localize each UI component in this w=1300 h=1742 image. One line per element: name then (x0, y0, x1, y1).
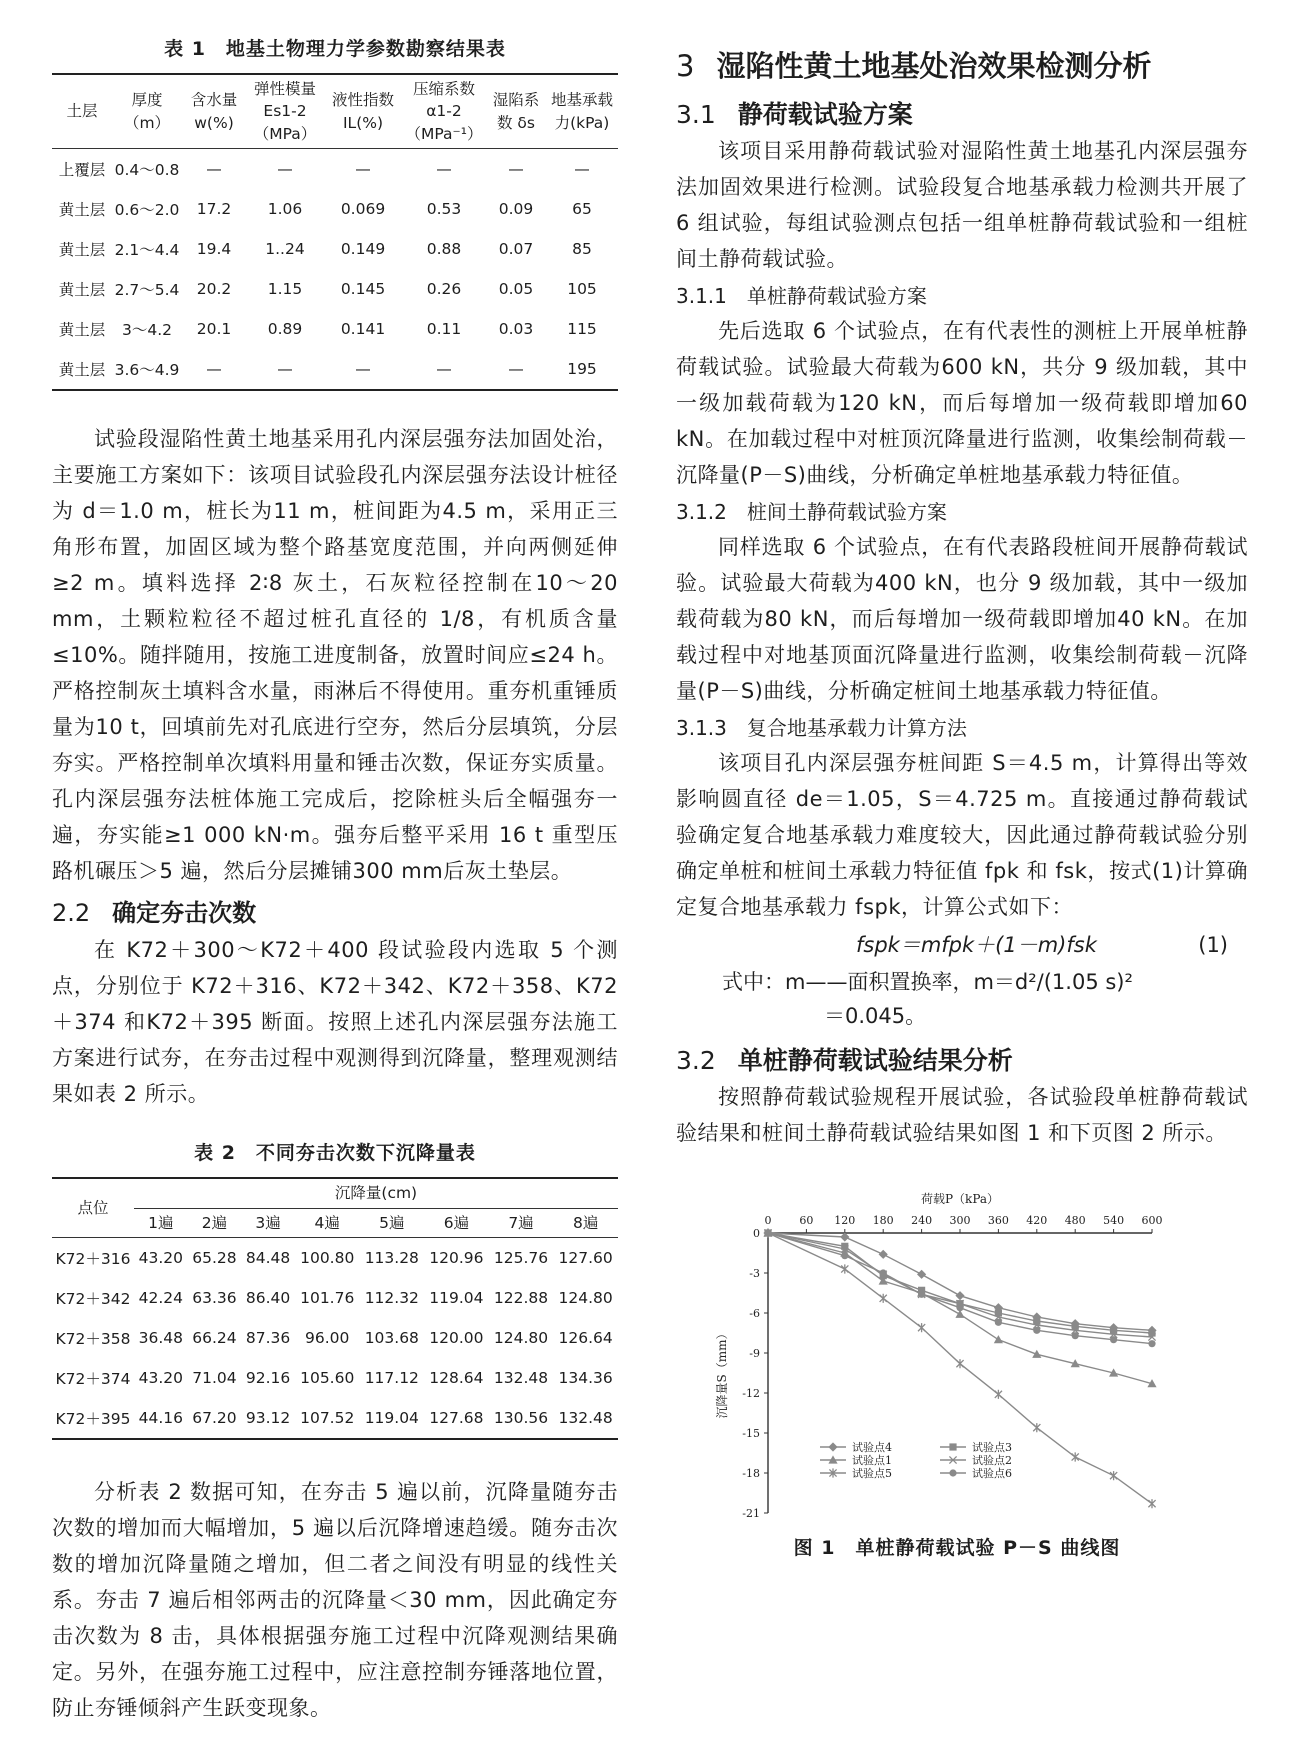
data-point (880, 1294, 887, 1303)
data-point (955, 1291, 964, 1300)
table-cell: 0.89 (267, 320, 303, 339)
table-cell: 117.12 (364, 1369, 419, 1388)
table-cell: 92.16 (245, 1369, 291, 1388)
table-cell: 黄土层 (58, 241, 106, 260)
table2-subheader: 2遍 (201, 1213, 228, 1232)
data-point (1148, 1499, 1155, 1508)
table-cell: 20.1 (196, 320, 232, 339)
x-tick-label: 480 (1064, 1214, 1086, 1227)
right-paragraph-5: 按照静荷载试验规程开展试验，各试验段单桩静荷载试验结果和桩间土静荷载试验结果如图 1 和下页图 2 所示。 (676, 1085, 1248, 1145)
table-cell: 0.88 (426, 240, 462, 259)
section-3-heading (676, 44, 1248, 85)
table-cell: — (486, 349, 546, 390)
table1-header: 地基承载力(kPa) (546, 74, 618, 149)
table-cell: — (486, 149, 546, 190)
table-cell: 65.28 (188, 1238, 242, 1279)
figure-1-caption: 图 1 单桩静荷载试验 P－S 曲线图 (793, 1537, 1121, 1559)
table-cell: 105 (567, 280, 597, 299)
table-row (52, 269, 618, 309)
table-row (52, 309, 618, 349)
section-3-1-title: 静荷载试验方案 (737, 100, 913, 129)
table2 (52, 1177, 618, 1440)
y-tick-label: -21 (742, 1507, 760, 1520)
section-3-1-heading (676, 95, 1248, 131)
table-row (52, 229, 618, 269)
left-column (52, 0, 618, 1726)
table1-header: 液性指数 IL(%) (324, 74, 402, 149)
table-cell: 130.56 (489, 1398, 554, 1439)
left-paragraph-3: 分析表 2 数据可知，在夯击 5 遍以前，沉降量随夯击次数的增加而大幅增加，5 遍以后沉降增速趋缓。随夯击次数的增加沉降量随之增加，但二者之间没有明显的线性关系。夯击 7 遍后相邻两击的沉降量＜30 mm，因此确定夯击次数为 8 击，具体根据强夯施工过程中沉降观测结果确定。另外，在强夯施工过程中，应注意控制夯锤落地位置，防止夯锤倾斜产生跃变现象。 (52, 1480, 618, 1721)
x-tick-label: 600 (1141, 1214, 1163, 1227)
table-cell: — (182, 149, 246, 190)
ps-curve-chart (712, 1185, 1202, 1525)
table-cell: 103.68 (364, 1329, 419, 1348)
table-cell: 119.04 (360, 1398, 425, 1439)
right-column (676, 0, 1248, 1560)
table-cell: 上覆层 (52, 149, 112, 190)
table2-subheader: 6遍 (443, 1213, 470, 1232)
series-line-6 (768, 1233, 1152, 1344)
table-row (52, 1238, 618, 1279)
table-cell: 87.36 (245, 1329, 291, 1348)
table-cell: 42.24 (138, 1289, 183, 1308)
y-tick-label: -15 (742, 1427, 760, 1440)
table2-subheader: 3遍 (255, 1213, 281, 1232)
left-paragraph-2: 在 K72＋300～K72＋400 段试验段内选取 5 个测点，分别位于 K72＋316、K72＋342、K72＋358、K72＋374 和K72＋395 断面。按照上述孔内深层强夯法施工方案进行试夯，在夯击过程中观测得到沉降量，整理观测结果如表 2 所示。 (52, 938, 618, 1107)
table-cell: 0.09 (498, 200, 534, 219)
data-point (880, 1269, 887, 1276)
legend-label: 试验点3 (972, 1441, 1012, 1454)
table-cell: 0.6～2.0 (114, 201, 180, 220)
table-cell: — (246, 149, 324, 190)
table-cell: 93.12 (241, 1398, 295, 1439)
table-cell: — (182, 349, 246, 390)
table-cell: K72＋316 (52, 1238, 134, 1279)
table-cell: 2.1～4.4 (114, 241, 180, 260)
y-tick-label: -3 (749, 1267, 760, 1280)
y-tick-label: -12 (742, 1387, 760, 1400)
table-cell: 67.20 (188, 1398, 242, 1439)
section-3-1-1-heading: 3.1.1 单桩静荷载试验方案 (676, 284, 927, 308)
table-cell: 43.20 (134, 1238, 188, 1279)
figure-1 (712, 1185, 1202, 1560)
data-point (840, 1232, 849, 1241)
table-row (52, 1358, 618, 1398)
table2-subheader: 8遍 (572, 1213, 599, 1232)
table1-header: 含水量 w(%) (182, 74, 246, 149)
table-cell: 120.96 (424, 1238, 489, 1279)
data-point (1110, 1327, 1117, 1334)
table-cell: 0.07 (498, 240, 534, 259)
data-point (1033, 1317, 1040, 1324)
data-point (917, 1270, 926, 1279)
table-cell: 0.26 (426, 280, 462, 299)
data-point (918, 1291, 925, 1298)
data-point (1110, 1471, 1117, 1480)
table-cell: 86.40 (245, 1289, 291, 1308)
legend-label: 试验点4 (852, 1441, 892, 1454)
table-cell: 100.80 (295, 1238, 360, 1279)
table-cell: 128.64 (429, 1369, 484, 1388)
table-cell: — (324, 149, 402, 190)
table-cell: 125.76 (489, 1238, 554, 1279)
legend-marker (949, 1469, 956, 1476)
right-paragraph-3: 同样选取 6 个试验点，在有代表路段桩间开展静荷载试验。试验最大荷载为400 kN，也分 9 级加载，其中一级加载荷载为80 kN，而后每增加一级荷载即增加40 kN。在加载过程中对地基顶面沉降量进行监测，收集绘制荷载－沉降量(P－S)曲线，分析确定桩间土地基承载力特征值。 (676, 535, 1248, 703)
table-cell: 119.04 (429, 1289, 484, 1308)
right-paragraph-1: 该项目采用静荷载试验对湿陷性黄土地基孔内深层强夯法加固效果进行检测。试验段复合地基承载力检测共开展了 6 组试验，每组试验测点包括一组单桩静荷载试验和一组桩间土静荷载试验。 (676, 139, 1248, 271)
table-cell: 0.069 (340, 200, 386, 219)
formula-where-line-1: 式中：m——面积置换率，m＝d²/(1.05 s)² (722, 970, 1133, 994)
table-cell: 107.52 (295, 1398, 360, 1439)
table-cell: 66.24 (192, 1329, 237, 1348)
table2-group-header: 沉降量(cm) (134, 1178, 618, 1208)
table-cell: 黄土层 (58, 201, 106, 220)
table-cell: — (402, 149, 486, 190)
table-cell: 17.2 (196, 200, 232, 219)
table-cell: — (546, 149, 618, 190)
table2-subheader: 4遍 (314, 1213, 340, 1232)
x-tick-label: 60 (799, 1214, 814, 1227)
x-tick-label: 0 (764, 1214, 772, 1227)
x-tick-label: 300 (949, 1214, 971, 1227)
table1-header: 压缩系数 α1-2（MPa⁻¹） (402, 74, 486, 149)
table-cell: 127.60 (553, 1238, 618, 1279)
table-cell: 63.36 (192, 1289, 237, 1308)
table-cell: 127.68 (424, 1398, 489, 1439)
table1-header: 厚度（m） (112, 74, 182, 149)
table-cell: 126.64 (558, 1329, 613, 1348)
table-cell: 132.48 (553, 1398, 618, 1439)
table-cell: 134.36 (558, 1369, 613, 1388)
table-cell: K72＋358 (55, 1330, 131, 1349)
formula-where-line-2: ＝0.045。 (824, 1004, 927, 1028)
data-point (1072, 1452, 1079, 1461)
data-point (956, 1359, 963, 1368)
data-point (1072, 1332, 1079, 1339)
table-cell: 19.4 (196, 240, 232, 259)
table-cell: 1.15 (267, 280, 303, 299)
section-3-2-heading (676, 1041, 1248, 1077)
table-cell: 85 (572, 240, 592, 259)
x-tick-label: 360 (987, 1214, 1009, 1227)
formula-1-number: (1) (1198, 933, 1228, 957)
data-point (995, 1390, 1002, 1399)
section-3-number: 3 (676, 49, 695, 83)
table-cell: 3.6～4.9 (112, 349, 182, 390)
table1 (52, 73, 618, 391)
table-cell: K72＋342 (55, 1290, 131, 1309)
legend-label: 试验点5 (852, 1467, 892, 1480)
data-point (841, 1264, 848, 1273)
table-cell: 黄土层 (58, 321, 106, 340)
table-row (52, 1278, 618, 1318)
section-3-1-number: 3.1 (676, 100, 716, 129)
section-3-1-3-heading: 3.1.3 复合地基承载力计算方法 (676, 716, 967, 740)
data-point (1148, 1340, 1155, 1347)
table1-header: 弹性模量 Es1-2（MPa） (246, 74, 324, 149)
table2-subheader: 7遍 (508, 1213, 534, 1232)
table-cell: — (402, 349, 486, 390)
table-cell: 0.145 (340, 280, 386, 299)
table-row (52, 349, 618, 390)
table-cell: 96.00 (305, 1329, 350, 1348)
table-row (52, 149, 618, 190)
table2-title: 表 2 不同夯击次数下沉降量表 (194, 1142, 476, 1165)
table-cell: 84.48 (241, 1238, 295, 1279)
table-cell: 0.141 (340, 320, 386, 339)
table-cell: 132.48 (493, 1369, 549, 1388)
table-cell: 36.48 (138, 1329, 183, 1348)
table-cell: 112.32 (364, 1289, 419, 1308)
right-paragraph-4: 该项目孔内深层强夯桩间距 S＝4.5 m，计算得出等效影响圆直径 de＝1.05，S＝4.725 m。直接通过静荷载试验确定复合地基承载力难度较大，因此通过静荷载试验分别确定单桩和桩间土承载力特征值 fpk 和 fsk，按式(1)计算确定复合地基承载力 fspk，计算公式如下： (676, 751, 1248, 919)
table-cell: 124.80 (558, 1289, 613, 1308)
table2-group-row (52, 1178, 618, 1208)
x-tick-label: 180 (872, 1214, 894, 1227)
y-tick-label: -6 (749, 1307, 760, 1320)
table1-header: 湿陷系数 δs (486, 74, 546, 149)
table-cell: 71.04 (192, 1369, 237, 1388)
table-cell: 2.7～5.4 (114, 281, 180, 300)
table2-subheader: 1遍 (148, 1213, 174, 1232)
data-point (879, 1250, 888, 1259)
table-cell: 黄土层 (52, 349, 112, 390)
table-row (52, 189, 618, 229)
table-cell: 0.53 (426, 200, 462, 219)
table-cell: — (324, 349, 402, 390)
data-point (995, 1319, 1002, 1326)
formula-1-expression: fspk＝mfpk＋(1－m)fsk (856, 933, 1097, 957)
data-point (918, 1323, 925, 1332)
x-tick-label: 240 (911, 1214, 933, 1227)
y-tick-label: 0 (753, 1227, 760, 1240)
section-2-2-title: 确定夯击次数 (112, 899, 257, 928)
table-cell: 43.20 (138, 1369, 183, 1388)
table-cell: 195 (546, 349, 618, 390)
table-cell: 0.11 (426, 320, 462, 339)
data-point (1072, 1323, 1079, 1330)
table-cell: 113.28 (360, 1238, 425, 1279)
data-point (1033, 1327, 1040, 1334)
right-paragraph-2: 先后选取 6 个试验点，在有代表性的测桩上开展单桩静荷载试验。试验最大荷载为600 kN，共分 9 级加载，其中一级加载荷载为120 kN，而后每增加一级荷载即增加60 kN。在加载过程中对桩顶沉降量进行监测，收集绘制荷载－沉降量(P－S)曲线，分析确定单桩地基承载力特征值。 (676, 319, 1248, 487)
left-paragraph-1: 试验段湿陷性黄土地基采用孔内深层强夯法加固处治，主要施工方案如下：该项目试验段孔内深层强夯法设计桩径为 d＝1.0 m，桩长为11 m，桩间距为4.5 m，采用正三角形布置，加固区域为整个路基宽度范围，并向两侧延伸≥2 m。填料选择 2∶8 灰土，石灰粒径控制在10～20 mm，土颗粒粒径不超过桩孔直径的 1/8，有机质含量≤10%。随拌随用，按施工进度制备，放置时间应≤24 h。严格控制灰土填料含水量，雨淋后不得使用。重夯机重锤质量为10 t，回填前先对孔底进行空夯，然后分层填筑，分层夯实。严格控制单次填料用量和锤击次数，保证夯实质量。孔内深层强夯法桩体施工完成后，挖除桩头后全幅强夯一遍，夯实能≥1 000 kN·m。强夯后整平采用 16 t 重型压路机碾压＞5 遍，然后分层摊铺300 mm后灰土垫层。 (52, 427, 618, 884)
table-cell: 1.06 (267, 200, 303, 219)
y-tick-label: -9 (749, 1347, 760, 1360)
legend-label: 试验点2 (972, 1454, 1012, 1467)
table-row (52, 1398, 618, 1439)
legend-label: 试验点1 (852, 1454, 892, 1467)
table-row (52, 1318, 618, 1358)
table-cell: 1..24 (265, 240, 305, 259)
table-cell: 0.4～0.8 (112, 149, 182, 190)
data-point (956, 1304, 963, 1311)
table-cell: 44.16 (134, 1398, 188, 1439)
table-cell: 65 (572, 200, 592, 219)
data-point (1110, 1336, 1117, 1343)
table-cell: 124.80 (493, 1329, 549, 1348)
table-cell: 黄土层 (58, 281, 106, 300)
x-tick-label: 120 (834, 1214, 856, 1227)
section-2-2-number: 2.2 (52, 899, 91, 928)
table-cell: K72＋374 (55, 1370, 131, 1389)
y-tick-label: -18 (742, 1467, 760, 1480)
section-3-title: 湿陷性黄土地基处治效果检测分析 (716, 49, 1152, 83)
table-cell: 20.2 (196, 280, 232, 299)
table-cell: 120.00 (429, 1329, 484, 1348)
data-point (1148, 1329, 1155, 1336)
data-point (764, 1229, 771, 1236)
table2-col0-header: 点位 (52, 1178, 134, 1237)
table1-title: 表 1 地基土物理力学参数勘察结果表 (164, 38, 506, 60)
section-3-2-number: 3.2 (676, 1046, 716, 1075)
table-cell: 0.05 (498, 280, 534, 299)
section-2-2-heading (52, 893, 618, 928)
y-axis-label: 沉降量S（mm） (715, 1327, 729, 1419)
table1-header-row (52, 74, 618, 149)
section-3-2-title: 单桩静荷载试验结果分析 (737, 1046, 1013, 1075)
legend-marker (828, 1442, 837, 1451)
data-point (841, 1252, 848, 1259)
x-tick-label: 540 (1103, 1214, 1125, 1227)
legend-label: 试验点6 (972, 1467, 1012, 1480)
table-cell: 0.149 (340, 240, 386, 259)
table1-header: 土层 (52, 74, 112, 149)
table2-subheader-row (52, 1208, 618, 1237)
data-point (1033, 1423, 1040, 1432)
data-point (994, 1335, 1003, 1343)
table2-subheader: 5遍 (379, 1213, 405, 1232)
table-cell: 105.60 (300, 1369, 355, 1388)
table-cell: 122.88 (493, 1289, 549, 1308)
table-cell: 0.03 (498, 320, 534, 339)
legend-marker (949, 1443, 956, 1450)
table-cell: — (246, 349, 324, 390)
x-axis-label: 荷载P（kPa） (920, 1192, 1000, 1206)
table-cell: 101.76 (300, 1289, 355, 1308)
table-cell: 115 (567, 320, 597, 339)
table-cell: K72＋395 (52, 1398, 134, 1439)
section-3-1-2-heading: 3.1.2 桩间土静荷载试验方案 (676, 500, 947, 524)
formula-1 (676, 925, 1248, 965)
x-tick-label: 420 (1026, 1214, 1048, 1227)
table-cell: 3～4.2 (121, 321, 172, 340)
